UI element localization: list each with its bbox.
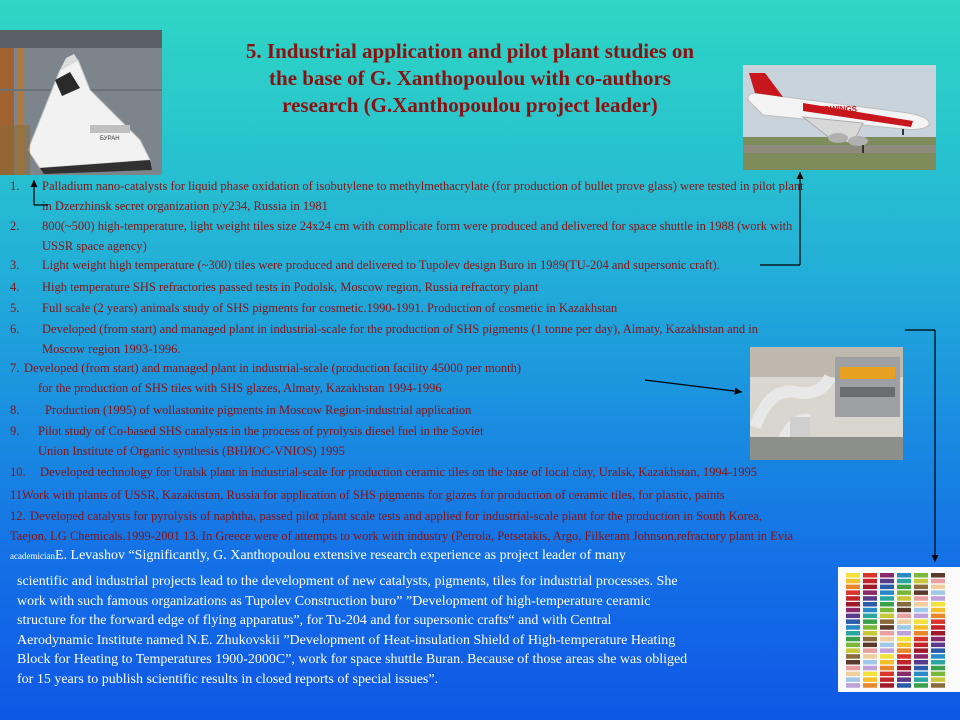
pigment-swatch (914, 625, 928, 630)
pigment-swatch (931, 631, 945, 636)
pigment-swatch (914, 654, 928, 659)
pigment-swatch (846, 654, 860, 659)
pigment-swatch (931, 573, 945, 578)
pigment-swatch (897, 648, 911, 653)
pigment-swatch (880, 677, 894, 682)
pigment-swatch (863, 596, 877, 601)
pigment-swatch (931, 579, 945, 584)
pigment-swatch (897, 660, 911, 665)
item-text-line: Moscow region 1993-1996. (42, 342, 181, 356)
pigment-swatch (880, 585, 894, 590)
pigment-swatch (846, 614, 860, 619)
pigment-swatch (880, 625, 894, 630)
pigment-swatch (880, 683, 894, 688)
pigment-chart-image (838, 567, 960, 692)
pigment-swatch (863, 666, 877, 671)
pigment-swatch (931, 643, 945, 648)
item-text-line: for the production of SHS tiles with SHS glazes, Almaty, Kazakhstan 1994-1996 (38, 381, 442, 395)
pigment-swatch (931, 614, 945, 619)
pigment-swatch (897, 596, 911, 601)
pigment-swatch (846, 625, 860, 630)
quote-line: E. Levashov “Significantly, G. Xanthopoulou extensive research experience as project leader of many (54, 548, 626, 563)
pigment-swatch (931, 648, 945, 653)
pigment-swatch (914, 660, 928, 665)
pigment-swatch (931, 654, 945, 659)
pigment-swatch (880, 579, 894, 584)
pigment-swatch (880, 660, 894, 665)
item-number: 7. (10, 361, 20, 375)
pigment-swatch (897, 637, 911, 642)
pigment-swatch (863, 579, 877, 584)
pigment-swatch (846, 579, 860, 584)
title-line: research (G.Xanthopoulou project leader) (282, 93, 658, 117)
item-text-line: Taejon, LG Chemicals.1999-2001 13. In Greece were of attempts to work with industry (Petrola, Petsetakis, Argo, Filkeram Johnson,refractory plant in Evia (10, 529, 794, 543)
pigment-swatch (931, 677, 945, 682)
pigment-swatch (863, 614, 877, 619)
pigment-swatch (863, 677, 877, 682)
pigment-swatch (880, 643, 894, 648)
pigment-swatch (931, 590, 945, 595)
pigment-swatch (846, 672, 860, 677)
pigment-swatch (897, 666, 911, 671)
pigment-swatch (846, 660, 860, 665)
space-shuttle-photo (0, 30, 162, 175)
pigment-swatch (914, 579, 928, 584)
item-text-line: Developed (from start) and managed plant in industrial-scale (production facility 45000 per month) (24, 361, 522, 375)
item-number: 3. (10, 258, 20, 272)
pigment-swatch (931, 619, 945, 624)
pigment-swatch (914, 631, 928, 636)
item-text-line: Production (1995) of wollastonite pigments in Moscow Region-industrial application (45, 403, 472, 417)
pigment-swatch (880, 596, 894, 601)
pigment-swatch (880, 648, 894, 653)
pigment-swatch (880, 573, 894, 578)
pigment-swatch (897, 643, 911, 648)
pigment-swatch (863, 683, 877, 688)
item-text-line: 800(~500) high-temperature, light weight tiles size 24x24 cm with complicate form were produced and delivered for space shuttle in 1988 (work with (42, 219, 793, 233)
pigment-swatch (863, 631, 877, 636)
item-text-line: High temperature SHS refractories passed tests in Podolsk, Moscow region, Russia refractory plant (42, 280, 539, 294)
pigment-swatch (897, 677, 911, 682)
pigment-swatch (931, 625, 945, 630)
quote-line: work with such famous organizations as Tupolev Construction buro” ”Development of high-temperature ceramic (17, 593, 651, 609)
pigment-swatch (863, 619, 877, 624)
item-text-line: Union Institute of Organic synthesis (ВНИОС-VNIOS) 1995 (38, 444, 345, 458)
pigment-swatch (931, 683, 945, 688)
quote-line: structure for the forward edge of flying apparatus”, for Tu-204 and for supersonic crafts“ and with Central (17, 613, 612, 628)
pigment-swatch (846, 637, 860, 642)
pigment-swatch (863, 590, 877, 595)
airplane-image (743, 65, 936, 170)
pigment-swatch (914, 677, 928, 682)
item-text-line: Full scale (2 years) animals study of SHS pigments for cosmetic.1990-1991. Production of cosmetic in Kazakhstan (42, 301, 618, 315)
pigment-swatch (914, 573, 928, 578)
pigment-swatch (846, 602, 860, 607)
pigment-swatch (863, 602, 877, 607)
slide-title (190, 38, 750, 119)
pigment-swatch (880, 631, 894, 636)
item-number: 1. (10, 179, 20, 193)
pigment-swatch (863, 585, 877, 590)
airline-livery: REDWINGS (813, 105, 857, 114)
title-line: 5. Industrial application and pilot plant studies on (245, 39, 695, 63)
shuttle-image (0, 30, 162, 175)
pigment-swatch (880, 654, 894, 659)
item-number: 4. (10, 280, 20, 294)
pigment-swatch (914, 672, 928, 677)
pigment-swatch (880, 672, 894, 677)
item-text-line: Palladium nano-catalysts for liquid phase oxidation of isobutylene to methylmethacrylate (for production of bullet prove glass) were tested in pilot plant (42, 179, 804, 193)
item-number: 10. (10, 465, 26, 479)
pigment-swatch (897, 602, 911, 607)
pigment-swatch (846, 666, 860, 671)
pigment-swatch (914, 637, 928, 642)
quote-body (17, 572, 687, 689)
pigment-swatch (863, 637, 877, 642)
item-number: 2. (10, 219, 20, 233)
pigment-swatch (897, 614, 911, 619)
plant-arrow (645, 380, 742, 392)
pigment-swatch (897, 579, 911, 584)
pigment-swatch (846, 677, 860, 682)
pigment-swatch (863, 643, 877, 648)
item-text-line: Developed technology for Uralsk plant in industrial-scale for production ceramic tiles on the base of local clay, Uralsk, Kazakhstan, 1994-1995 (40, 465, 758, 479)
pigment-swatch (897, 625, 911, 630)
pigment-swatch (897, 654, 911, 659)
pigment-swatch (846, 683, 860, 688)
pigment-swatch (914, 643, 928, 648)
pigment-swatch (914, 614, 928, 619)
item-text-line: Work with plants of USSR, Kazakhstan, Russia for application of SHS pigments for glazes for production of ceramic tiles, for plastic, paints (22, 488, 725, 502)
pigment-swatch (931, 637, 945, 642)
pigment-swatch (846, 643, 860, 648)
pigment-swatch (897, 683, 911, 688)
pigment-swatch (863, 625, 877, 630)
item-number: 8. (10, 403, 20, 417)
airplane-photo (743, 65, 936, 170)
pigment-swatch (914, 596, 928, 601)
pigment-swatch (846, 590, 860, 595)
pigment-swatch (880, 614, 894, 619)
item-text-line: Pilot study of Co-based SHS catalysts in the process of pyrolysis diesel fuel in the Soviet (38, 424, 484, 438)
pigment-chart-photo (838, 567, 960, 692)
industrial-plant-photo (750, 347, 903, 460)
pigment-swatch (897, 619, 911, 624)
pigment-swatch (880, 637, 894, 642)
pigment-swatch (931, 608, 945, 613)
svg-text:БУРАН: БУРАН (100, 136, 120, 142)
pigment-swatch (914, 608, 928, 613)
pigment-swatch (846, 585, 860, 590)
pigment-swatch (897, 590, 911, 595)
pigment-swatch (914, 619, 928, 624)
pigment-swatch (846, 631, 860, 636)
pigment-swatch (931, 666, 945, 671)
pigment-swatch (931, 602, 945, 607)
quote-block (10, 546, 626, 567)
pigment-swatch (897, 608, 911, 613)
pigment-swatch (846, 648, 860, 653)
item-number: 9. (10, 424, 20, 438)
pigment-swatch (931, 585, 945, 590)
item-number: 6. (10, 322, 20, 336)
pigment-swatch (863, 648, 877, 653)
pigment-swatch (914, 585, 928, 590)
pigment-swatch (863, 608, 877, 613)
pigment-swatch (846, 619, 860, 624)
quote-line: Aerodynamic Institute named N.E. Zhukovskii ”Development of Heat-insulation Shield of High-temperature Heating (17, 632, 676, 648)
pigment-swatch (897, 631, 911, 636)
item-number: 11. (10, 488, 26, 502)
pigment-swatch (914, 683, 928, 688)
item-text-line: Developed catalysts for pyrolysis of naphtha, passed pilot plant scale tests and applied for industrial-scale plant for the production in South Korea, (30, 509, 763, 523)
pigment-swatch (863, 672, 877, 677)
quote-line: for 15 years to publish scientific results in closed reports of special issues”. (17, 671, 439, 687)
pigment-swatch (846, 573, 860, 578)
pigment-swatch (880, 608, 894, 613)
pigment-swatch (914, 590, 928, 595)
pigment-swatch (914, 648, 928, 653)
pigment-swatch (863, 660, 877, 665)
pigment-swatch (897, 672, 911, 677)
title-line: the base of G. Xanthopoulou with co-authors (269, 66, 671, 90)
pigment-swatch (914, 602, 928, 607)
quote-line: scientific and industrial projects lead to the development of new catalysts, pigments, tiles for industrial processes. She (17, 574, 678, 589)
pigment-swatch (914, 666, 928, 671)
item-number: 12. (10, 509, 26, 523)
pigment-swatch (880, 590, 894, 595)
quote-prefix: academician (10, 551, 55, 561)
item-number: 5. (10, 301, 20, 315)
plant-image (750, 347, 903, 460)
item-text-line: Light weight high temperature (~300) tiles were produced and delivered to Tupolev design Buro in 1989(TU-204 and supersonic craft). (42, 258, 720, 272)
pigment-swatch (897, 585, 911, 590)
pigment-swatch (880, 602, 894, 607)
pigment-swatch (880, 619, 894, 624)
item-text-line: in Dzerzhinsk secret organization p/y234, Russia in 1981 (42, 199, 328, 213)
pigment-swatch (846, 608, 860, 613)
pigment-swatch (897, 573, 911, 578)
pigment-swatch (846, 596, 860, 601)
pigment-swatch (863, 573, 877, 578)
quote-line: Block for Heating to Temperatures 1900-2000C”, work for space shuttle Buran. Because of those areas she was obliged (17, 652, 688, 667)
pigment-swatch (863, 654, 877, 659)
quote-first-line (10, 546, 626, 567)
item-text-line: Developed (from start) and managed plant in industrial-scale for the production of SHS pigments (1 tonne per day), Almaty, Kazakhstan and in (42, 322, 759, 336)
pigment-swatch (880, 666, 894, 671)
pigment-swatch (931, 672, 945, 677)
item-text-line: USSR space agency) (42, 239, 147, 253)
pigment-swatch (931, 660, 945, 665)
pigment-swatch (931, 596, 945, 601)
